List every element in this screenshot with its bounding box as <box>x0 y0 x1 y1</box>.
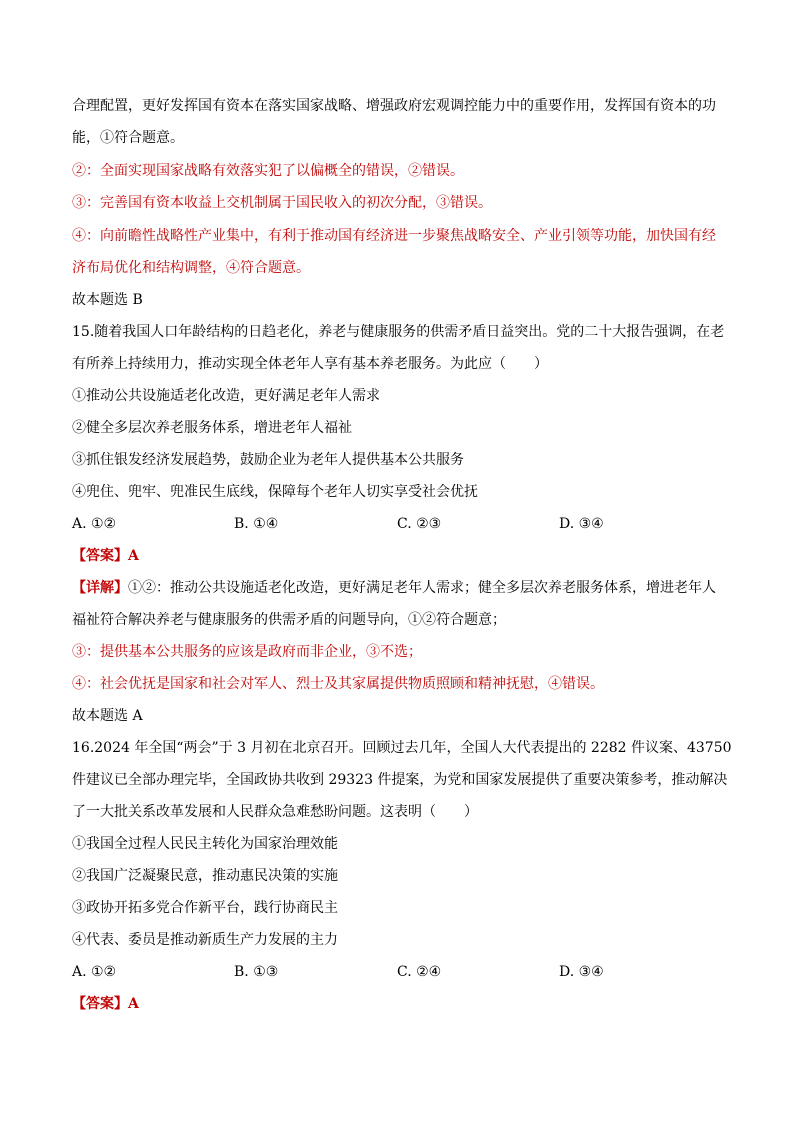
q15-detail-text-1: ①②：推动公共设施适老化改造，更好满足老年人需求；健全多层次养老服务体系，增进老年人 <box>128 580 716 596</box>
q15-answer-tag: 【答案】 <box>72 548 128 564</box>
q15-stem-line-1: 15.随着我国人口年龄结构的日趋老化，养老与健康服务的供需矛盾日益突出。党的二十大报告强调，在老 <box>72 324 725 340</box>
q14-explanation-2: ②：全面实现国家战略有效落实犯了以偏概全的错误，②错误。 <box>72 163 464 179</box>
q15-option-b: B. ①④ <box>234 516 279 532</box>
q15-answer-value: A <box>128 548 139 564</box>
q16-option-a: A. ①② <box>72 964 117 980</box>
q16-statement-4: ④代表、委员是推动新质生产力发展的主力 <box>72 932 338 948</box>
q14-explanation-4-line-1: ④：向前瞻性战略性产业集中，有利于推动国有经济进一步聚焦战略安全、产业引领等功能，加快国有经 <box>72 228 716 244</box>
q14-explanation-3: ③：完善国有资本收益上交机制属于国民收入的初次分配，③错误。 <box>72 195 492 211</box>
q16-option-d: D. ③④ <box>559 964 604 980</box>
q15-answer-line <box>72 546 139 566</box>
q15-detail-line-1 <box>72 578 716 598</box>
q16-statement-3: ③政协开拓多党合作新平台，践行协商民主 <box>72 900 338 916</box>
q15-statement-1: ①推动公共设施适老化改造，更好满足老年人需求 <box>72 388 380 404</box>
q16-stem-line-3: 了一大批关系改革发展和人民群众急难愁盼问题。这表明（ ） <box>72 804 478 820</box>
q14-explanation-4-line-2: 济布局优化和结构调整，④符合题意。 <box>72 260 310 276</box>
q15-statement-2: ②健全多层次养老服务体系，增进老年人福祉 <box>72 420 352 436</box>
q16-statement-2: ②我国广泛凝聚民意，推动惠民决策的实施 <box>72 868 338 884</box>
q14-conclusion: 故本题选 B <box>72 292 143 308</box>
q16-answer-tag: 【答案】 <box>72 996 128 1012</box>
q14-text-line-1: 合理配置，更好发挥国有资本在落实国家战略、增强政府宏观调控能力中的重要作用，发挥国有资本的功 <box>72 98 716 114</box>
q15-explanation-3: ③：提供基本公共服务的应该是政府而非企业，③不选； <box>72 644 422 660</box>
q15-option-c: C. ②③ <box>397 516 442 532</box>
q14-text-line-2: 能，①符合题意。 <box>72 130 184 146</box>
q16-statement-1: ①我国全过程人民民主转化为国家治理效能 <box>72 836 338 852</box>
q16-answer-value: A <box>128 996 139 1012</box>
q15-statement-3: ③抓住银发经济发展趋势，鼓励企业为老年人提供基本公共服务 <box>72 452 464 468</box>
q15-conclusion: 故本题选 A <box>72 708 143 724</box>
q16-option-c: C. ②④ <box>397 964 442 980</box>
q16-stem-line-1: 16.2024 年全国“两会”于 3 月初在北京召开。回顾过去几年，全国人大代表提出的 2282 件议案、43750 <box>72 740 732 756</box>
q15-option-d: D. ③④ <box>559 516 604 532</box>
q15-statement-4: ④兜住、兜牢、兜准民生底线，保障每个老年人切实享受社会优抚 <box>72 484 478 500</box>
q15-option-a: A. ①② <box>72 516 117 532</box>
q16-stem-line-2: 件建议已全部办理完毕，全国政协共收到 29323 件提案，为党和国家发展提供了重要决策参考，推动解决 <box>72 772 728 788</box>
q15-detail-line-2: 福祉符合解决养老与健康服务的供需矛盾的问题导向，①②符合题意； <box>72 612 506 628</box>
q15-explanation-4: ④：社会优抚是国家和社会对军人、烈士及其家属提供物质照顾和精神抚慰，④错误。 <box>72 676 604 692</box>
q16-answer-line <box>72 994 139 1014</box>
q16-option-b: B. ①③ <box>234 964 279 980</box>
q15-stem-line-2: 有所养上持续用力，推动实现全体老年人享有基本养老服务。为此应（ ） <box>72 356 548 372</box>
q15-detail-tag: 【详解】 <box>72 580 128 596</box>
